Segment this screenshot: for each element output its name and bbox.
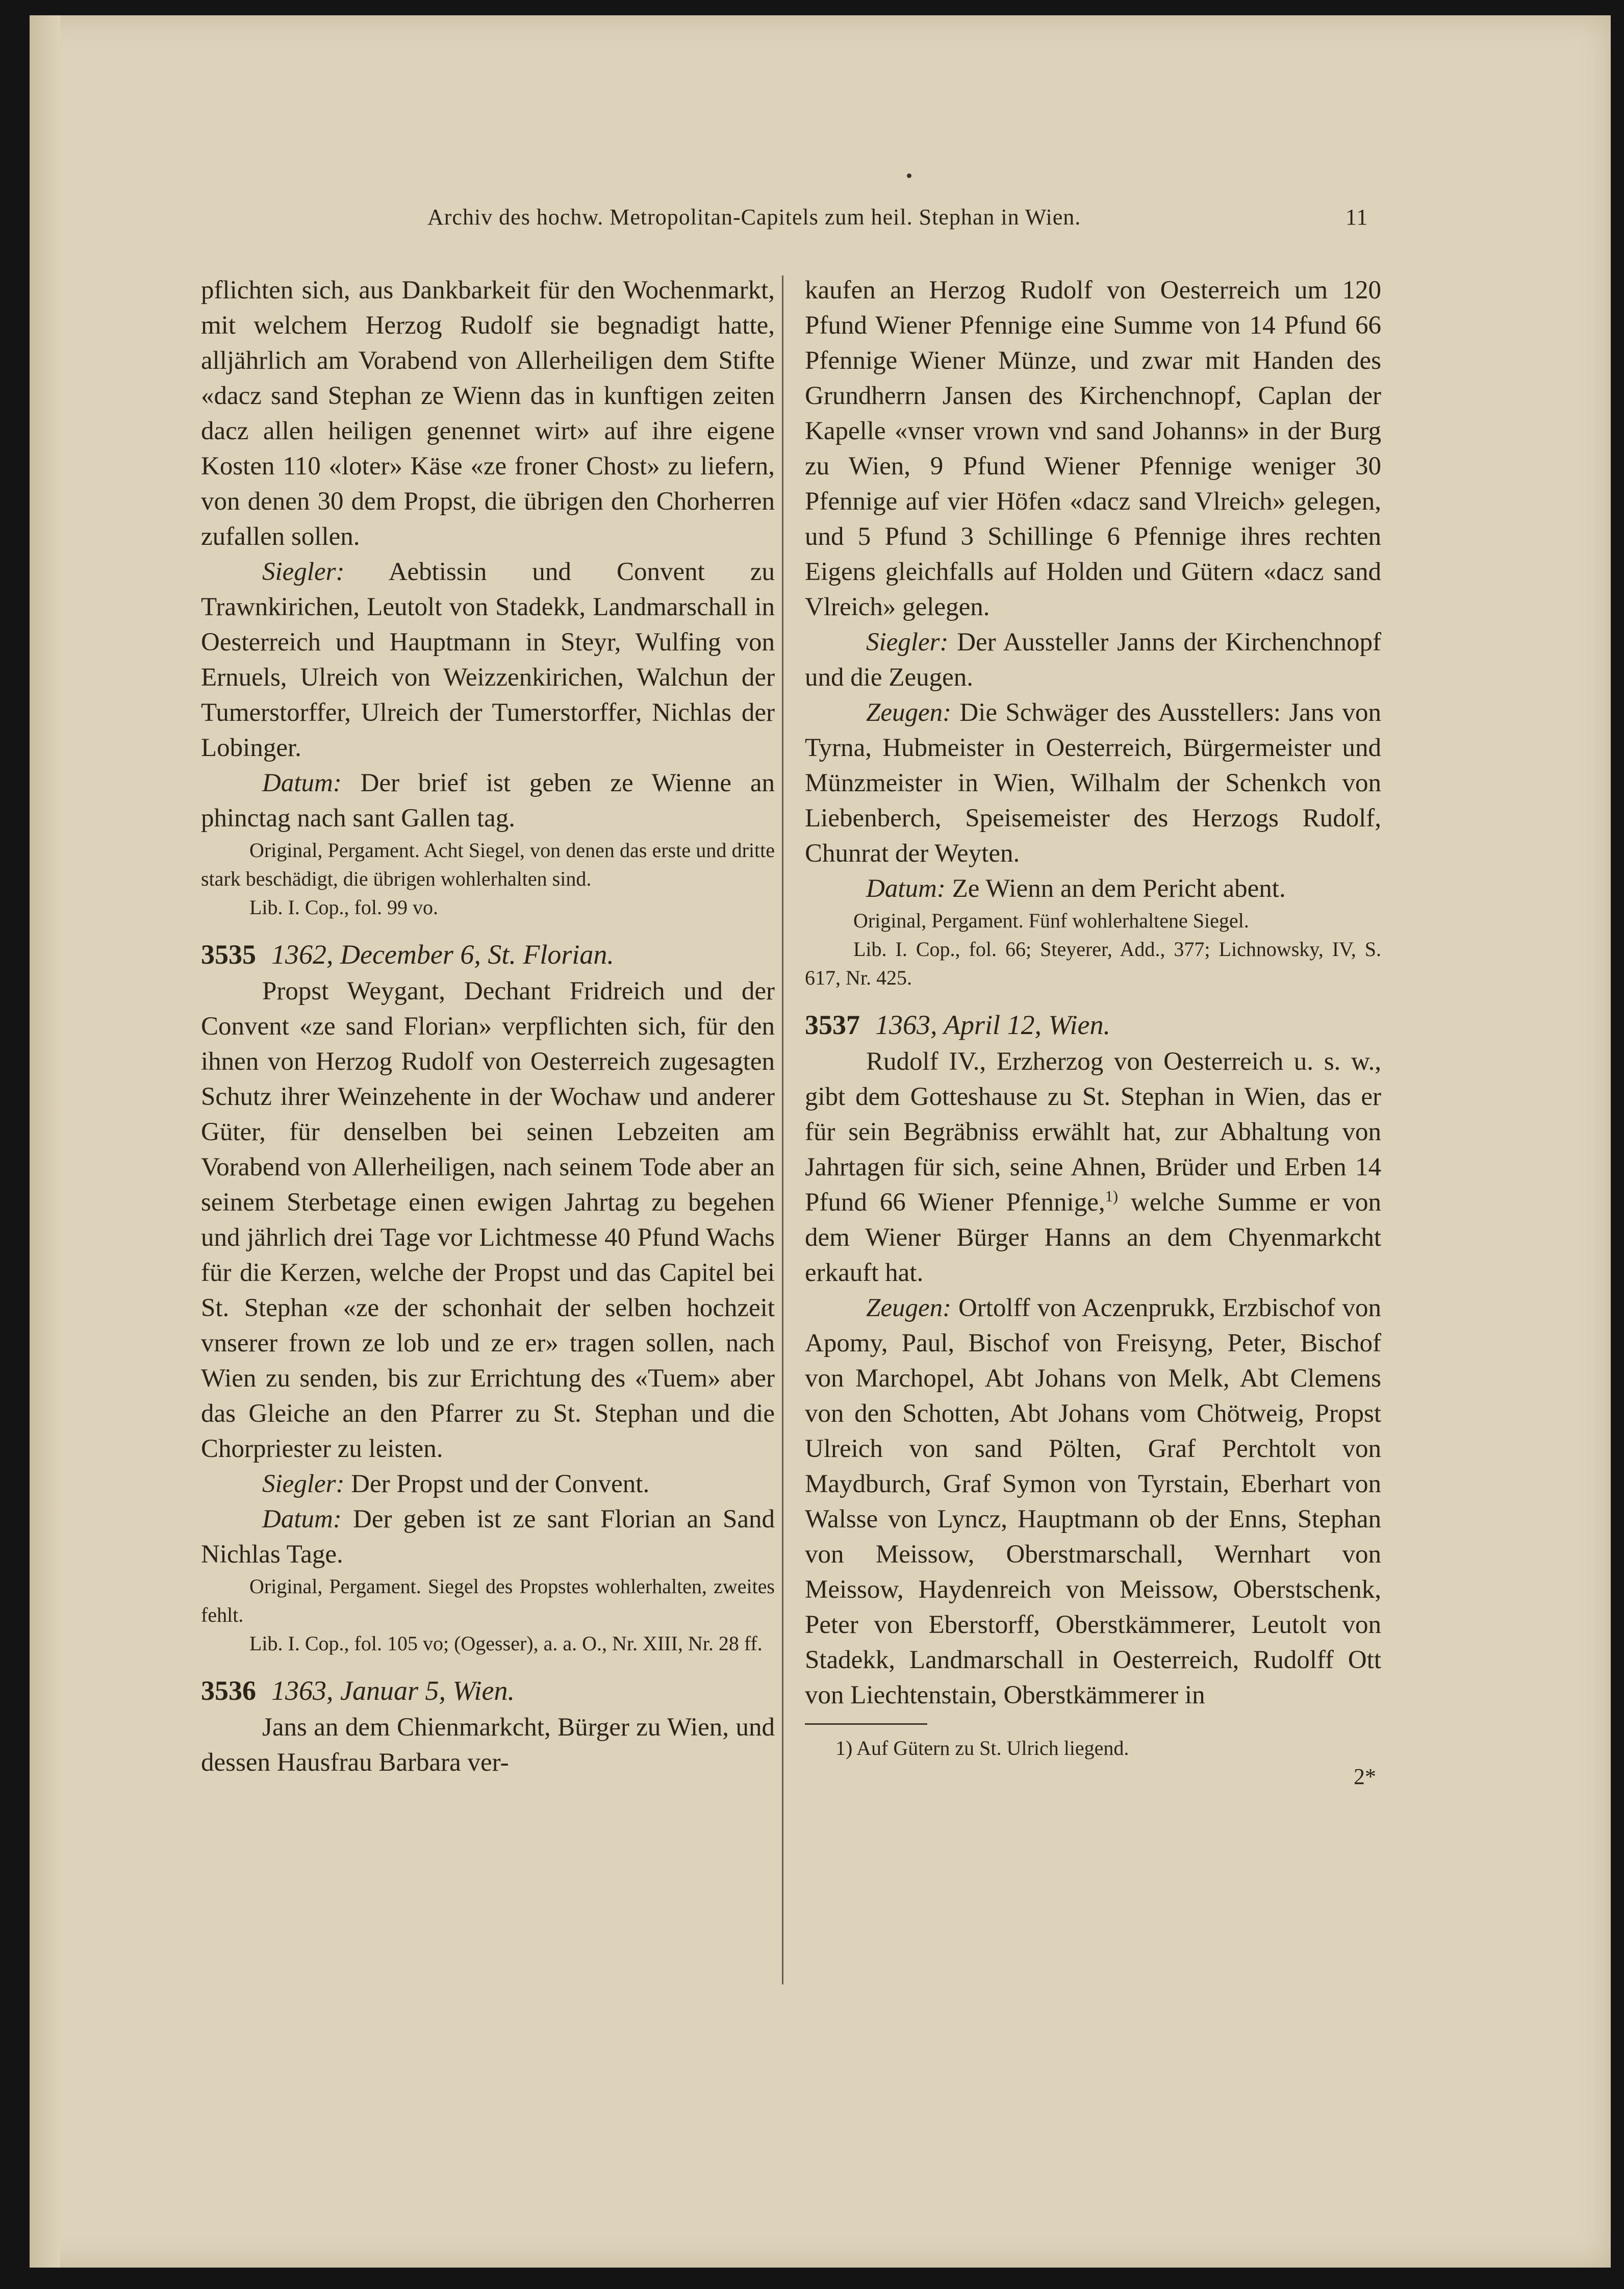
source-reference: Lib. I. Cop., fol. 105 vo; (Ogesser), a. a. O., Nr. XIII, Nr. 28 ff.: [249, 1632, 763, 1655]
siegler-text: Der Aussteller Janns der Kirchenchnopf und die Zeugen.: [805, 628, 1381, 692]
page-gutter: [30, 15, 60, 2268]
datum-text: Der geben ist ze sant Florian an Sand Nichlas Tage.: [201, 1505, 775, 1569]
footnote-mark: 1): [1105, 1188, 1119, 1205]
datum-text: Ze Wienn an dem Pericht abent.: [945, 874, 1286, 903]
datum-paragraph: [805, 871, 1381, 907]
paragraph: pflichten sich, aus Dankbarkeit für den Wochenmarkt, mit welchem Herzog Rudolf sie begnadigt hatte, alljährlich am Vorabend von Allerheiligen dem Stifte «dacz sand Stephan ze Wienn das in kunftigen zeiten dacz allen heiligen genennet wirt» auf ihre eigene Kosten 110 «loter» Käse «ze froner Chost» zu liefern, von denen 30 dem Propst, die übrigen den Chorherren zufallen sollen.: [201, 276, 775, 551]
zeugen-text: Ortolff von Aczenprukk, Erzbischof von Apomy, Paul, Bischof von Freisyng, Peter, Bischof von Marchopel, Abt Johans von Melk, Abt Clemens von den Schotten, Abt Johans vom Chötweig, Propst Ulreich von sand Pölten, Graf Perchtolt von Maydburch, Graf Symon von Tyrstain, Eberhart von Walsse von Lyncz, Hauptmann ob der Enns, Stephan von Meissow, Oberstmarschall, Wernhart von Meissow, Haydenreich von Meissow, Oberstschenk, Peter von Eberstorff, Oberstkämmerer, Leutolt von Stadekk, Landmarschall in Oesterreich, Rudolff Ott von Liechtenstain, Oberstkämmerer in: [805, 1294, 1381, 1709]
siegler-paragraph: [201, 555, 775, 766]
datum-label: Datum:: [262, 1505, 342, 1533]
entry-body-text: welche Summe er von dem Wiener Bürger Hanns an dem Chyenmarkcht erkauft hat.: [805, 1188, 1382, 1287]
zeugen-label: Zeugen:: [866, 698, 952, 727]
footnote-rule: [805, 1723, 927, 1725]
entry-body-text: Rudolf IV., Erzherzog von Oesterreich u. s. w., gibt dem Gotteshause zu St. Stephan in Wien, das er für sein Begräbniss erwählt hat, zur Abhaltung von Jahrtagen für sich, seine Ahnen, Brüder und Erben 14 Pfund 66 Wiener Pfennige,: [805, 1047, 1381, 1217]
entry-heading-3536: [201, 1671, 775, 1710]
right-column: [805, 273, 1381, 1791]
entry-heading-3537: [805, 1005, 1381, 1044]
siegler-text: Der Propst und der Convent.: [344, 1470, 650, 1498]
page-number: 11: [1346, 205, 1368, 230]
datum-label: Datum:: [866, 874, 946, 903]
siegler-label: Siegler:: [866, 628, 949, 657]
zeugen-paragraph: [805, 695, 1381, 871]
print-mark: [907, 173, 911, 178]
running-title: Archiv des hochw. Metropolitan-Capitels zum heil. Stephan in Wien.: [427, 205, 1081, 230]
entry-number: 3535: [201, 939, 256, 970]
signature-mark: 2*: [1354, 1764, 1376, 1789]
source-reference: Lib. I. Cop., fol. 66; Steyerer, Add., 377; Lichnowsky, IV, S. 617, Nr. 425.: [805, 938, 1381, 989]
zeugen-paragraph: [805, 1291, 1381, 1713]
zeugen-label: Zeugen:: [866, 1294, 952, 1322]
source-note: Original, Pergament. Acht Siegel, von denen das erste und dritte stark beschädigt, die übrigen wohlerhalten sind.: [201, 839, 775, 890]
siegler-label: Siegler:: [262, 1470, 345, 1498]
footnote: 1) Auf Gütern zu St. Ulrich liegend.: [835, 1737, 1129, 1759]
datum-text: Der brief ist geben ze Wienne an phinctag nach sant Gallen tag.: [201, 769, 775, 833]
siegler-paragraph: [805, 625, 1381, 695]
entry-body: Jans an dem Chienmarkcht, Bürger zu Wien, und dessen Hausfrau Barbara ver-: [201, 1713, 775, 1777]
entry-date: 1363, April 12, Wien.: [875, 1010, 1111, 1040]
left-column: [201, 273, 775, 1780]
source-note: Original, Pergament. Fünf wohlerhaltene Siegel.: [853, 909, 1249, 932]
entry-date: 1362, December 6, St. Florian.: [271, 939, 614, 970]
siegler-paragraph: [201, 1467, 775, 1502]
zeugen-text: Die Schwäger des Ausstellers: Jans von Tyrna, Hubmeister in Oesterreich, Bürgermeister und Münzmeister in Wien, Wilhalm der Schenkch von Liebenberch, Speisemeister des Herzogs Rudolf, Chunrat der Weyten.: [805, 698, 1381, 868]
siegler-text: Aebtissin und Convent zu Trawnkirichen, Leutolt von Stadekk, Landmarschall in Oesterreich und Hauptmann in Steyr, Wulfing von Ernuels, Ulreich von Weizzenkirichen, Walchun der Tumerstorffer, Ulreich der Tumerstorffer, Nichlas der Lobinger.: [201, 558, 775, 762]
siegler-label: Siegler:: [262, 558, 345, 586]
source-reference: Lib. I. Cop., fol. 99 vo.: [249, 896, 438, 919]
entry-body: [805, 1044, 1381, 1291]
entry-number: 3537: [805, 1010, 860, 1040]
paragraph: kaufen an Herzog Rudolf von Oesterreich um 120 Pfund Wiener Pfennige eine Summe von 14 Pfund 66 Pfennige Wiener Münze, und zwar mit Handen des Grundherrn Jansen des Kirchenchnopf, Caplan der Kapelle «vnser vrown vnd sand Johanns» in der Burg zu Wien, 9 Pfund Wiener Pfennige weniger 30 Pfennige auf vier Höfen «dacz sand Vlreich» gelegen, und 5 Pfund 3 Schillinge 6 Pfennige ihres rechten Eigens gleichfalls auf Holden und Gütern «dacz sand Vlreich» gelegen.: [805, 276, 1381, 621]
datum-paragraph: [201, 766, 775, 836]
entry-body: Propst Weygant, Dechant Fridreich und der Convent «ze sand Florian» verpflichten sich, für den ihnen von Herzog Rudolf von Oesterreich zugesagten Schutz ihrer Weinzehente in der Wochaw und anderer Güter, für denselben bei seinen Lebzeiten am Vorabend von Allerheiligen, nach seinem Tode aber an seinem Sterbetage einen ewigen Jahrtag zu begehen und jährlich drei Tage vor Lichtmesse 40 Pfund Wachs für die Kerzen, welche der Propst und das Capitel bei St. Stephan «ze der schonhait der selben hochzeit vnserer frown ze lob und ze er» tragen sollen, nach Wien zu senden, bis zur Errichtung des «Tuem» aber das Gleiche an den Pfarrer zu St. Stephan und die Chorpriester zu leisten.: [201, 977, 775, 1463]
entry-date: 1363, Januar 5, Wien.: [271, 1675, 515, 1706]
column-divider: [782, 275, 783, 1984]
source-note: Original, Pergament. Siegel des Propstes wohlerhalten, zweites fehlt.: [201, 1575, 775, 1626]
datum-paragraph: [201, 1502, 775, 1572]
datum-label: Datum:: [262, 769, 342, 797]
entry-number: 3536: [201, 1675, 256, 1706]
document-page: [30, 15, 1611, 2268]
entry-heading-3535: [201, 935, 775, 974]
